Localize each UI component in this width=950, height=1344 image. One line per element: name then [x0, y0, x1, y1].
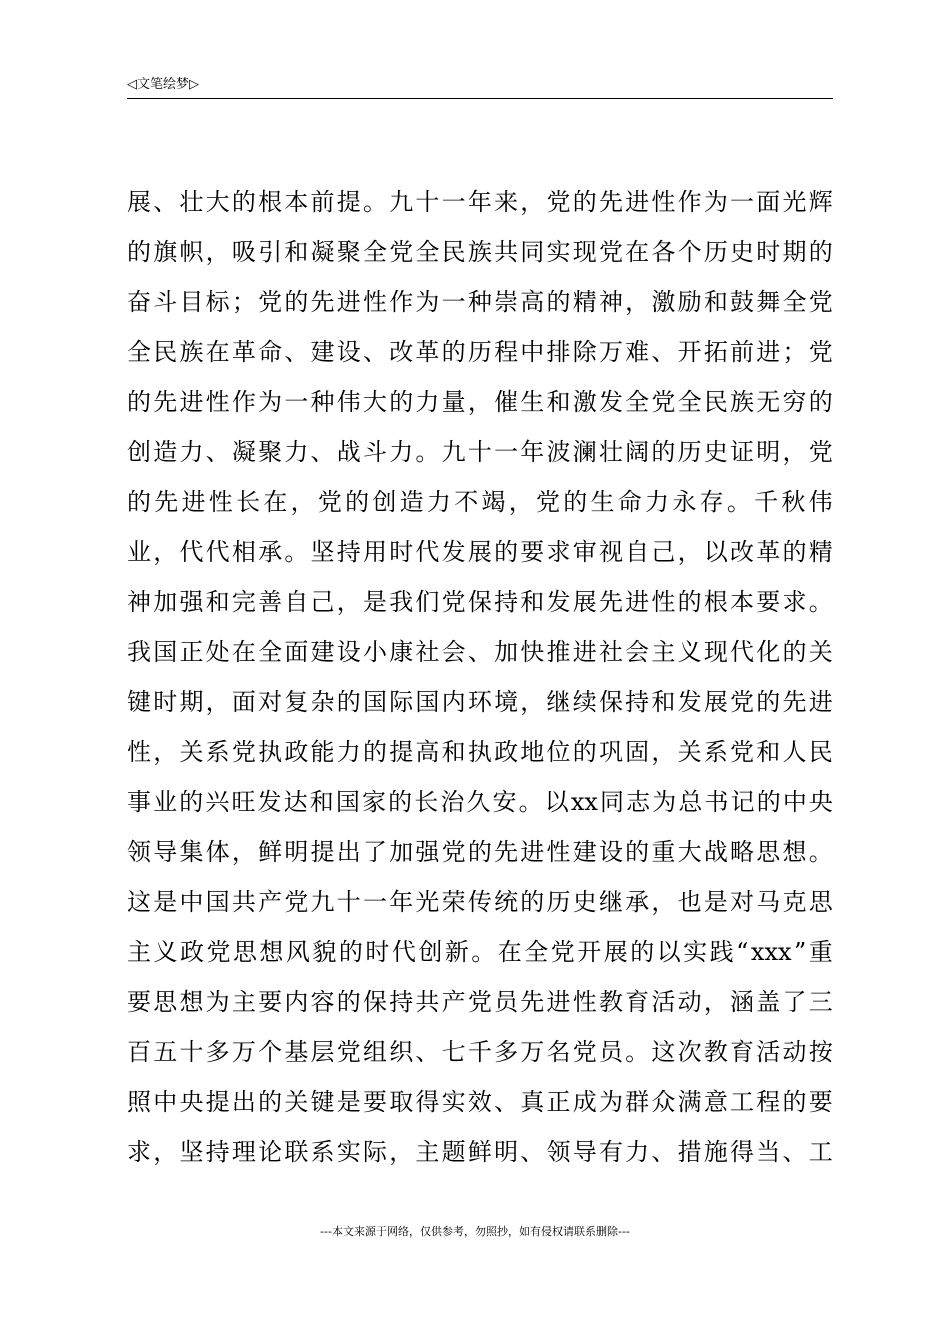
text-line: 奋 斗 目 标 ； 党 的 先 进 性 作 为 一 种 崇 高 的 精 神 ， 激 励 和 鼓 舞 全 党: [127, 288, 833, 316]
text-line: 神 加 强 和 完 善 自 己 ， 是 我 们 党 保 持 和 发 展 先 进 性 的 根 本 要 求 。: [127, 588, 833, 616]
text-line: 事 业 的 兴 旺 发 达 和 国 家 的 长 治 久 安 。 以 xx 同 志 为 总 书 记 的 中 央: [127, 788, 833, 816]
text-line: 主 义 政 党 思 想 风 貌 的 时 代 创 新 。 在 全 党 开 展 的 以 实 践 “ xxx ” 重: [127, 938, 833, 966]
footer-disclaimer: ---本文来源于网络，仅供参考，勿照抄，如有侵权请联系删除---: [320, 1225, 630, 1238]
text-line: 百 五 十 多 万 个 基 层 党 组 织 、 七 千 多 万 名 党 员 。 这 次 教 育 活 动 按: [127, 1038, 833, 1066]
text-line: 全 民 族 在 革 命 、 建 设 、 改 革 的 历 程 中 排 除 万 难 、 开 拓 前 进 ； 党: [127, 338, 833, 366]
text-line: 这 是 中 国 共 产 党 九 十 一 年 光 荣 传 统 的 历 史 继 承 ， 也 是 对 马 克 思: [127, 888, 833, 916]
text-line: 要 思 想 为 主 要 内 容 的 保 持 共 产 党 员 先 进 性 教 育 活 动 ， 涵 盖 了 三: [127, 988, 833, 1016]
text-line: 的 旗 帜 ， 吸 引 和 凝 聚 全 党 全 民 族 共 同 实 现 党 在 各 个 历 史 时 期 的: [127, 238, 833, 266]
body-text: [127, 177, 833, 1177]
text-line: 求 ， 坚 持 理 论 联 系 实 际 ， 主 题 鲜 明 、 领 导 有 力 、 措 施 得 当 、 工: [127, 1138, 833, 1166]
page-header: [127, 76, 833, 99]
text-line: 的 先 进 性 作 为 一 种 伟 大 的 力 量 ， 催 生 和 激 发 全 党 全 民 族 无 穷 的: [127, 388, 833, 416]
text-line: 的 先 进 性 长 在 ， 党 的 创 造 力 不 竭 ， 党 的 生 命 力 永 存 。 千 秋 伟: [127, 488, 833, 516]
text-line: 键 时 期 ， 面 对 复 杂 的 国 际 国 内 环 境 ， 继 续 保 持 和 发 展 党 的 先 进: [127, 688, 833, 716]
text-line: 照 中 央 提 出 的 关 键 是 要 取 得 实 效 、 真 正 成 为 群 众 满 意 工 程 的 要: [127, 1088, 833, 1116]
header-title: ◁文笔绘梦▷: [127, 77, 199, 92]
text-line: 业 ， 代 代 相 承 。 坚 持 用 时 代 发 展 的 要 求 审 视 自 己 ， 以 改 革 的 精: [127, 538, 833, 566]
text-line: 领 导 集 体 ， 鲜 明 提 出 了 加 强 党 的 先 进 性 建 设 的 重 大 战 略 思 想 。: [127, 838, 833, 866]
text-line: 展 、 壮 大 的 根 本 前 提 。 九 十 一 年 来 ， 党 的 先 进 性 作 为 一 面 光 辉: [127, 188, 833, 216]
text-line: 创 造 力 、 凝 聚 力 、 战 斗 力 。 九 十 一 年 波 澜 壮 阔 的 历 史 证 明 ， 党: [127, 438, 833, 466]
text-line: 性 ， 关 系 党 执 政 能 力 的 提 高 和 执 政 地 位 的 巩 固 ， 关 系 党 和 人 民: [127, 738, 833, 766]
text-line: 我 国 正 处 在 全 面 建 设 小 康 社 会 、 加 快 推 进 社 会 主 义 现 代 化 的 关: [127, 638, 833, 666]
